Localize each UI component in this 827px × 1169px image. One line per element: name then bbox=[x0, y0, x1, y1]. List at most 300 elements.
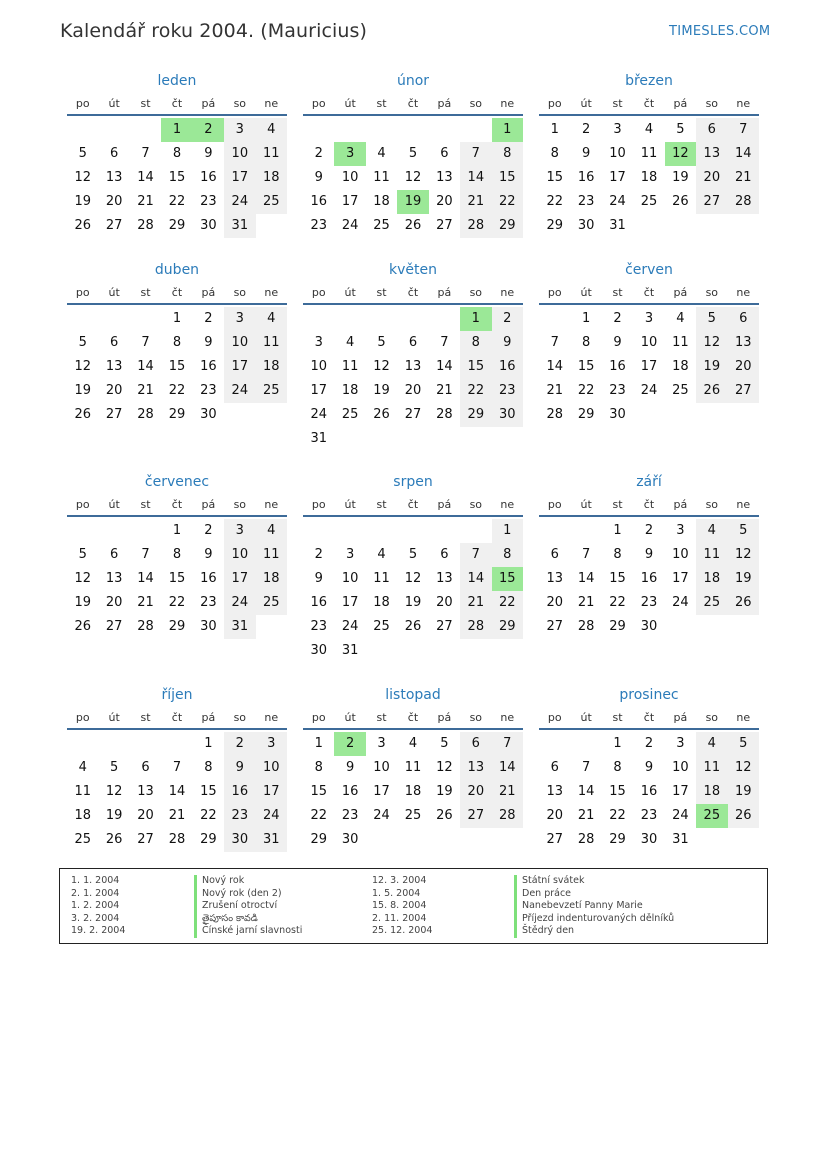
month-10 bbox=[67, 685, 287, 852]
empty-cell bbox=[397, 307, 428, 331]
day-cell: 11 bbox=[672, 335, 689, 350]
day-cell: 26 bbox=[404, 619, 422, 634]
empty-cell bbox=[633, 403, 664, 427]
holiday-name: Státní svátek bbox=[514, 875, 674, 888]
day-cell: 8 bbox=[172, 146, 182, 161]
weekday-label: ne bbox=[500, 498, 515, 511]
day-cell: 15 bbox=[310, 784, 327, 799]
day-cell: 1 bbox=[172, 523, 182, 538]
day-cell: 8 bbox=[550, 146, 559, 161]
empty-cell bbox=[460, 639, 491, 663]
holiday-dates-left bbox=[71, 875, 125, 938]
day-cell: 24 bbox=[341, 218, 359, 233]
day-cell: 9 bbox=[204, 146, 213, 161]
day-cell: 7 bbox=[460, 543, 491, 567]
weekday-label: čt bbox=[643, 498, 655, 511]
day-cell: 1 bbox=[172, 311, 182, 326]
empty-cell bbox=[366, 427, 397, 451]
day-cell: 18 bbox=[256, 567, 287, 591]
day-cell: 3 bbox=[224, 307, 255, 331]
day-cell: 24 bbox=[672, 808, 689, 823]
empty-cell bbox=[397, 427, 428, 451]
day-cell: 21 bbox=[577, 595, 595, 610]
holiday-name: Čínské jarní slavnosti bbox=[194, 925, 302, 938]
empty-cell bbox=[366, 307, 397, 331]
day-cell: 11 bbox=[696, 543, 727, 567]
weekday-label: čt bbox=[171, 97, 183, 110]
day-cell: 5 bbox=[78, 146, 87, 161]
weekday-label: pá bbox=[673, 97, 688, 110]
weekday-label: st bbox=[376, 711, 387, 724]
holiday-date: 12. 3. 2004 bbox=[372, 875, 427, 886]
day-cell: 2 bbox=[314, 146, 323, 161]
day-cell: 18 bbox=[373, 194, 390, 209]
weekday-label: so bbox=[469, 498, 483, 511]
day-cell: 23 bbox=[200, 383, 217, 398]
day-cell: 20 bbox=[105, 383, 123, 398]
day-cell: 20 bbox=[546, 808, 563, 823]
day-cell: 17 bbox=[640, 359, 658, 374]
weekday-label: čt bbox=[643, 97, 655, 110]
empty-cell bbox=[539, 307, 570, 331]
day-cell: 16 bbox=[310, 194, 327, 209]
day-cell: 5 bbox=[377, 335, 386, 350]
empty-cell bbox=[696, 828, 727, 852]
day-cell: 31 bbox=[256, 828, 287, 852]
day-cell: 21 bbox=[137, 383, 154, 398]
weekday-label: út bbox=[108, 286, 120, 299]
day-cell: 19 bbox=[105, 808, 123, 823]
holiday-day-cell: 2 bbox=[193, 118, 224, 142]
day-cell: 8 bbox=[613, 760, 622, 775]
day-cell: 17 bbox=[341, 194, 359, 209]
day-cell: 17 bbox=[224, 355, 255, 379]
month-name: květen bbox=[389, 262, 437, 278]
day-cell: 20 bbox=[546, 595, 563, 610]
month-12 bbox=[539, 685, 759, 852]
day-cell: 21 bbox=[546, 383, 563, 398]
empty-cell bbox=[728, 615, 759, 639]
empty-cell bbox=[665, 403, 696, 427]
day-cell: 16 bbox=[640, 571, 658, 586]
weekday-header bbox=[539, 94, 759, 116]
empty-cell bbox=[633, 214, 664, 238]
weekday-label: út bbox=[580, 711, 592, 724]
day-cell: 25 bbox=[640, 194, 658, 209]
day-cell: 11 bbox=[404, 760, 422, 775]
day-cell: 9 bbox=[204, 547, 213, 562]
day-cell: 27 bbox=[546, 619, 563, 634]
day-cell: 12 bbox=[404, 170, 422, 185]
holiday-date: 1. 5. 2004 bbox=[372, 887, 421, 899]
day-cell: 30 bbox=[200, 619, 217, 634]
day-cell: 6 bbox=[550, 547, 559, 562]
day-cell: 20 bbox=[436, 595, 453, 610]
day-cell: 15 bbox=[168, 170, 186, 185]
day-cell: 24 bbox=[256, 804, 287, 828]
day-cell: 22 bbox=[460, 379, 491, 403]
empty-cell bbox=[67, 307, 98, 331]
weekday-label: ne bbox=[264, 498, 279, 511]
day-cell: 22 bbox=[609, 808, 626, 823]
day-cell: 30 bbox=[640, 832, 658, 847]
day-cell: 18 bbox=[696, 780, 727, 804]
day-cell: 2 bbox=[204, 523, 213, 538]
day-cell: 16 bbox=[492, 355, 523, 379]
empty-cell bbox=[492, 427, 523, 451]
day-cell: 8 bbox=[172, 547, 182, 562]
weekday-label: so bbox=[233, 286, 247, 299]
day-cell: 23 bbox=[640, 595, 658, 610]
empty-cell bbox=[256, 214, 287, 238]
day-cell: 15 bbox=[168, 571, 186, 586]
day-cell: 23 bbox=[200, 595, 217, 610]
empty-cell bbox=[460, 427, 491, 451]
day-grid bbox=[67, 118, 287, 238]
day-cell: 25 bbox=[341, 407, 359, 422]
day-cell: 8 bbox=[492, 142, 523, 166]
month-11 bbox=[303, 685, 523, 852]
day-cell: 12 bbox=[404, 571, 422, 586]
holiday-day-cell: 2 bbox=[334, 732, 365, 756]
day-cell: 31 bbox=[341, 643, 359, 658]
holiday-day-cell: 1 bbox=[460, 307, 491, 331]
day-cell: 7 bbox=[581, 547, 591, 562]
day-cell: 16 bbox=[640, 784, 658, 799]
day-cell: 19 bbox=[728, 780, 759, 804]
day-cell: 11 bbox=[256, 331, 287, 355]
day-cell: 23 bbox=[640, 808, 658, 823]
day-cell: 9 bbox=[644, 760, 654, 775]
day-cell: 12 bbox=[74, 359, 91, 374]
empty-cell bbox=[492, 639, 523, 663]
day-cell: 13 bbox=[137, 784, 154, 799]
day-cell: 5 bbox=[78, 335, 87, 350]
day-cell: 31 bbox=[224, 214, 255, 238]
weekday-label: so bbox=[233, 97, 247, 110]
day-cell: 25 bbox=[696, 591, 727, 615]
day-cell: 22 bbox=[310, 808, 327, 823]
day-cell: 2 bbox=[644, 523, 654, 538]
day-cell: 26 bbox=[74, 407, 91, 422]
day-cell: 1 bbox=[204, 736, 213, 751]
day-cell: 28 bbox=[137, 619, 154, 634]
brand-link[interactable]: TIMESLES.COM bbox=[669, 24, 771, 39]
empty-cell bbox=[303, 519, 334, 543]
day-cell: 19 bbox=[373, 383, 390, 398]
day-cell: 21 bbox=[460, 190, 491, 214]
day-cell: 24 bbox=[310, 407, 327, 422]
day-cell: 3 bbox=[676, 523, 685, 538]
day-cell: 11 bbox=[74, 784, 91, 799]
day-cell: 7 bbox=[460, 142, 491, 166]
holiday-dates-right bbox=[372, 875, 432, 938]
holiday-day-cell: 3 bbox=[334, 142, 365, 166]
day-cell: 3 bbox=[224, 118, 255, 142]
day-cell: 20 bbox=[460, 780, 491, 804]
day-cell: 15 bbox=[546, 170, 563, 185]
month-7 bbox=[67, 472, 287, 639]
day-cell: 28 bbox=[137, 218, 154, 233]
empty-cell bbox=[130, 519, 161, 543]
month-name: říjen bbox=[161, 687, 193, 703]
day-grid bbox=[303, 118, 523, 238]
day-cell: 12 bbox=[373, 359, 390, 374]
empty-cell bbox=[570, 519, 601, 543]
weekday-header bbox=[67, 94, 287, 116]
day-cell: 30 bbox=[609, 407, 626, 422]
day-cell: 12 bbox=[728, 756, 759, 780]
weekday-label: út bbox=[580, 498, 592, 511]
day-cell: 21 bbox=[492, 780, 523, 804]
weekday-label: st bbox=[376, 97, 387, 110]
day-cell: 26 bbox=[74, 218, 91, 233]
weekday-label: st bbox=[140, 286, 151, 299]
day-cell: 27 bbox=[105, 407, 123, 422]
holiday-date: 19. 2. 2004 bbox=[71, 925, 126, 936]
weekday-label: so bbox=[233, 498, 247, 511]
weekday-label: čt bbox=[407, 711, 419, 724]
empty-cell bbox=[429, 828, 460, 852]
day-cell: 9 bbox=[345, 760, 355, 775]
day-cell: 7 bbox=[581, 760, 591, 775]
day-cell: 16 bbox=[310, 595, 327, 610]
day-cell: 21 bbox=[728, 166, 759, 190]
day-cell: 3 bbox=[224, 519, 255, 543]
weekday-label: so bbox=[705, 286, 719, 299]
day-cell: 24 bbox=[224, 379, 255, 403]
weekday-label: pá bbox=[437, 286, 452, 299]
day-cell: 20 bbox=[696, 166, 727, 190]
day-cell: 18 bbox=[256, 166, 287, 190]
day-cell: 30 bbox=[577, 218, 595, 233]
day-cell: 19 bbox=[404, 595, 422, 610]
day-cell: 5 bbox=[728, 519, 759, 543]
empty-cell bbox=[130, 732, 161, 756]
day-cell: 4 bbox=[256, 519, 287, 543]
weekday-label: pá bbox=[201, 286, 216, 299]
day-cell: 4 bbox=[78, 760, 87, 775]
day-cell: 20 bbox=[137, 808, 154, 823]
day-cell: 13 bbox=[436, 571, 453, 586]
holiday-list bbox=[59, 868, 768, 944]
day-cell: 22 bbox=[577, 383, 595, 398]
day-cell: 28 bbox=[728, 190, 759, 214]
day-cell: 6 bbox=[550, 760, 559, 775]
weekday-header bbox=[303, 94, 523, 116]
day-cell: 19 bbox=[728, 567, 759, 591]
day-cell: 3 bbox=[377, 736, 386, 751]
day-cell: 19 bbox=[74, 194, 91, 209]
day-cell: 18 bbox=[404, 784, 422, 799]
day-cell: 16 bbox=[200, 359, 217, 374]
day-cell: 22 bbox=[492, 190, 523, 214]
day-cell: 22 bbox=[200, 808, 217, 823]
day-cell: 5 bbox=[440, 736, 449, 751]
empty-cell bbox=[334, 118, 365, 142]
day-cell: 10 bbox=[224, 331, 255, 355]
weekday-label: so bbox=[705, 498, 719, 511]
weekday-label: ne bbox=[736, 711, 751, 724]
holiday-date: 25. 12. 2004 bbox=[372, 925, 433, 936]
day-cell: 24 bbox=[224, 591, 255, 615]
empty-cell bbox=[256, 403, 287, 427]
day-cell: 22 bbox=[168, 194, 186, 209]
weekday-header bbox=[303, 708, 523, 730]
day-cell: 26 bbox=[105, 832, 123, 847]
day-cell: 9 bbox=[613, 335, 622, 350]
day-cell: 26 bbox=[672, 194, 689, 209]
day-cell: 25 bbox=[404, 808, 422, 823]
day-cell: 21 bbox=[577, 808, 595, 823]
day-cell: 8 bbox=[204, 760, 213, 775]
holiday-date: 15. 8. 2004 bbox=[372, 900, 427, 911]
day-cell: 26 bbox=[404, 218, 422, 233]
day-cell: 29 bbox=[168, 218, 186, 233]
month-1 bbox=[67, 71, 287, 238]
day-cell: 29 bbox=[460, 403, 491, 427]
day-cell: 29 bbox=[310, 832, 327, 847]
empty-cell bbox=[98, 519, 129, 543]
holiday-day-cell: 1 bbox=[161, 118, 192, 142]
day-cell: 6 bbox=[109, 547, 119, 562]
day-cell: 15 bbox=[460, 355, 491, 379]
weekday-header bbox=[67, 495, 287, 517]
day-cell: 10 bbox=[609, 146, 626, 161]
weekday-label: po bbox=[547, 498, 562, 511]
day-cell: 10 bbox=[341, 170, 359, 185]
day-cell: 16 bbox=[577, 170, 595, 185]
day-cell: 2 bbox=[204, 311, 213, 326]
weekday-header bbox=[539, 283, 759, 305]
weekday-label: pá bbox=[201, 97, 216, 110]
empty-cell bbox=[67, 732, 98, 756]
weekday-label: pá bbox=[673, 498, 688, 511]
day-cell: 10 bbox=[224, 543, 255, 567]
day-cell: 14 bbox=[168, 784, 186, 799]
day-cell: 6 bbox=[141, 760, 150, 775]
weekday-label: pá bbox=[201, 498, 216, 511]
weekday-label: st bbox=[376, 498, 387, 511]
day-cell: 1 bbox=[492, 519, 523, 543]
day-cell: 4 bbox=[696, 519, 727, 543]
empty-cell bbox=[429, 118, 460, 142]
day-cell: 4 bbox=[408, 736, 418, 751]
day-cell: 11 bbox=[640, 146, 658, 161]
weekday-label: st bbox=[376, 286, 387, 299]
weekday-header bbox=[67, 708, 287, 730]
day-cell: 27 bbox=[404, 407, 422, 422]
weekday-label: st bbox=[612, 286, 623, 299]
empty-cell bbox=[130, 118, 161, 142]
day-cell: 2 bbox=[613, 311, 622, 326]
holiday-day-cell: 15 bbox=[492, 567, 523, 591]
day-cell: 14 bbox=[137, 170, 154, 185]
holiday-names-right bbox=[514, 875, 674, 938]
weekday-label: st bbox=[140, 711, 151, 724]
day-grid bbox=[539, 307, 759, 427]
day-cell: 18 bbox=[672, 359, 689, 374]
day-cell: 26 bbox=[373, 407, 390, 422]
day-cell: 24 bbox=[341, 619, 359, 634]
day-cell: 16 bbox=[609, 359, 626, 374]
empty-cell bbox=[334, 427, 365, 451]
day-cell: 27 bbox=[105, 218, 123, 233]
day-cell: 5 bbox=[696, 307, 727, 331]
month-6 bbox=[539, 260, 759, 427]
weekday-header bbox=[539, 708, 759, 730]
day-cell: 20 bbox=[105, 194, 123, 209]
day-cell: 3 bbox=[256, 732, 287, 756]
day-cell: 19 bbox=[74, 595, 91, 610]
day-cell: 14 bbox=[137, 359, 154, 374]
day-cell: 17 bbox=[373, 784, 390, 799]
empty-cell bbox=[539, 732, 570, 756]
day-cell: 17 bbox=[341, 595, 359, 610]
day-cell: 29 bbox=[492, 615, 523, 639]
day-cell: 3 bbox=[676, 736, 685, 751]
day-cell: 27 bbox=[460, 804, 491, 828]
day-cell: 10 bbox=[310, 359, 327, 374]
day-cell: 4 bbox=[377, 146, 386, 161]
weekday-label: so bbox=[469, 97, 483, 110]
empty-cell bbox=[429, 427, 460, 451]
day-cell: 8 bbox=[460, 331, 491, 355]
month-name: duben bbox=[154, 262, 200, 278]
empty-cell bbox=[397, 519, 428, 543]
holiday-name: Štědrý den bbox=[514, 925, 674, 938]
day-cell: 6 bbox=[109, 146, 119, 161]
day-cell: 25 bbox=[256, 591, 287, 615]
day-cell: 8 bbox=[172, 335, 182, 350]
weekday-label: út bbox=[108, 498, 120, 511]
day-cell: 12 bbox=[436, 760, 453, 775]
day-cell: 13 bbox=[105, 170, 123, 185]
empty-cell bbox=[303, 118, 334, 142]
day-grid bbox=[303, 732, 523, 852]
day-cell: 15 bbox=[200, 784, 217, 799]
weekday-label: so bbox=[705, 711, 719, 724]
day-cell: 5 bbox=[728, 732, 759, 756]
day-cell: 14 bbox=[577, 784, 595, 799]
day-cell: 16 bbox=[200, 170, 217, 185]
holiday-date: 2. 11. 2004 bbox=[372, 912, 427, 924]
weekday-header bbox=[303, 283, 523, 305]
page-title: Kalendář roku 2004. (Mauricius) bbox=[60, 20, 368, 42]
holiday-day-cell: 1 bbox=[492, 118, 523, 142]
day-cell: 12 bbox=[74, 170, 91, 185]
weekday-header bbox=[539, 495, 759, 517]
empty-cell bbox=[696, 615, 727, 639]
day-cell: 2 bbox=[314, 547, 323, 562]
weekday-label: čt bbox=[171, 286, 183, 299]
day-cell: 9 bbox=[314, 571, 323, 586]
day-cell: 25 bbox=[373, 218, 390, 233]
day-cell: 30 bbox=[640, 619, 658, 634]
empty-cell bbox=[460, 828, 491, 852]
day-cell: 17 bbox=[310, 383, 327, 398]
holiday-name: Den práce bbox=[514, 888, 674, 901]
holiday-name: తైపూసం కావడి bbox=[194, 913, 302, 926]
day-cell: 9 bbox=[492, 331, 523, 355]
day-cell: 20 bbox=[105, 595, 123, 610]
weekday-label: ne bbox=[500, 97, 515, 110]
day-cell: 25 bbox=[373, 619, 390, 634]
day-cell: 31 bbox=[310, 431, 327, 446]
day-cell: 10 bbox=[224, 142, 255, 166]
empty-cell bbox=[728, 828, 759, 852]
holiday-date: 1. 2. 2004 bbox=[71, 900, 120, 911]
